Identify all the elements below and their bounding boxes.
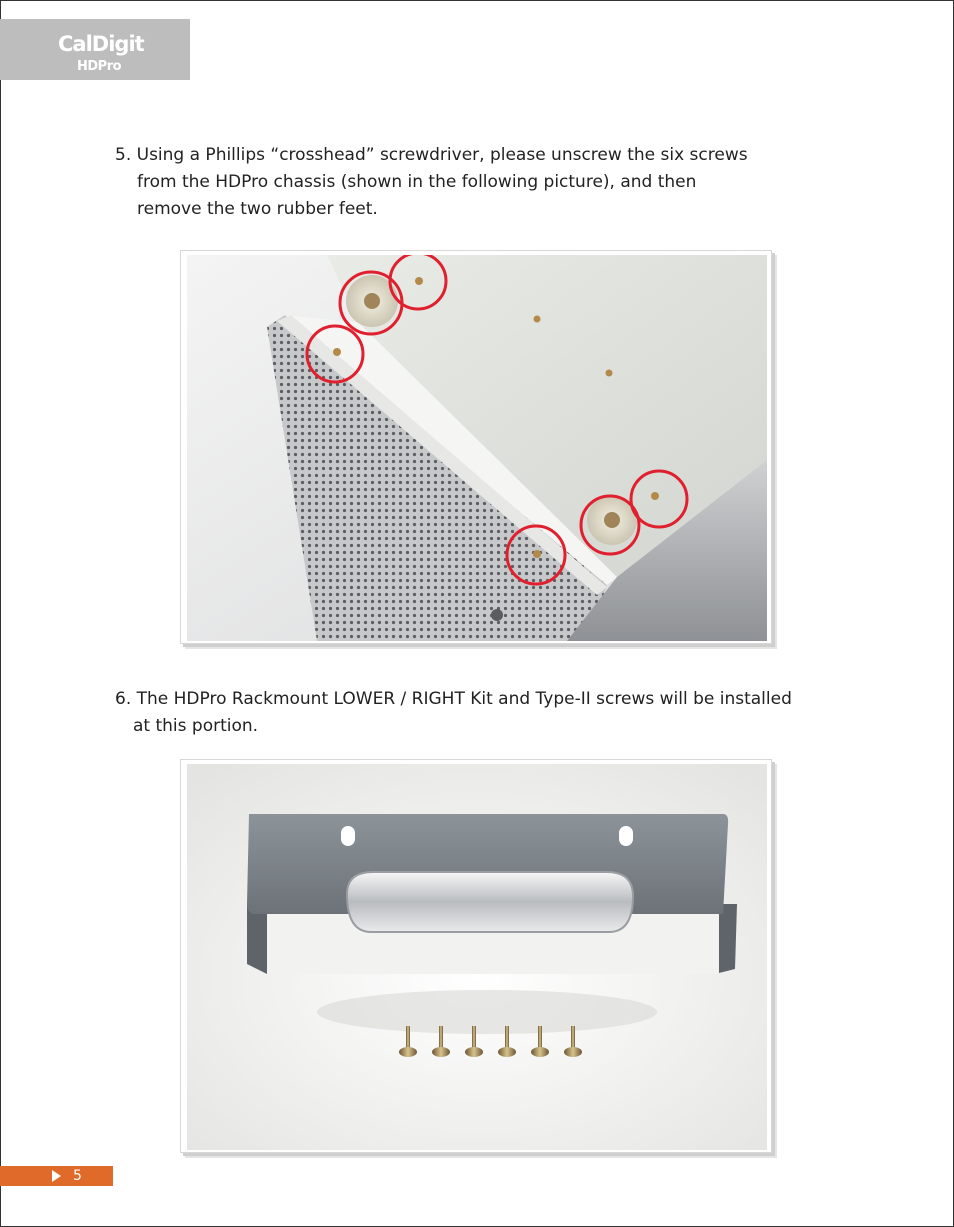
brand-product: HDPro: [77, 59, 122, 74]
step-6-text: [115, 686, 792, 740]
screw-icon: [534, 316, 541, 323]
brand-name: CalDigit: [58, 32, 144, 56]
step-5-line-3: remove the two rubber feet.: [137, 199, 378, 219]
screw-icon: [606, 370, 613, 377]
mount-hole-icon: [341, 826, 355, 846]
step-6-line-2: at this portion.: [133, 716, 259, 736]
screw-icon: [651, 492, 659, 500]
step-5-line-1: 5. Using a Phillips “crosshead” screwdriver, please unscrew the six screws: [115, 145, 748, 165]
step-6-line-1: 6. The HDPro Rackmount LOWER / RIGHT Kit and Type-II screws will be installed: [115, 689, 792, 709]
page-number: 5: [73, 1168, 82, 1184]
step-5-text: [115, 142, 748, 223]
mount-hole-icon: [619, 826, 633, 846]
chassis-screws-illustration: [187, 255, 767, 641]
page-number-tab: [0, 1166, 113, 1186]
rackmount-kit-photo: [180, 759, 772, 1153]
rackmount-kit-illustration: [187, 764, 767, 1150]
screw-icon: [333, 348, 341, 356]
screw-icon: [415, 277, 423, 285]
play-arrow-icon: [52, 1170, 61, 1182]
kit-handle: [347, 872, 633, 932]
brand-logo-box: [0, 19, 190, 80]
step-5-line-2: from the HDPro chassis (shown in the following picture), and then: [137, 172, 697, 192]
chassis-screws-photo: [180, 250, 772, 644]
screw-icon: [533, 550, 541, 558]
